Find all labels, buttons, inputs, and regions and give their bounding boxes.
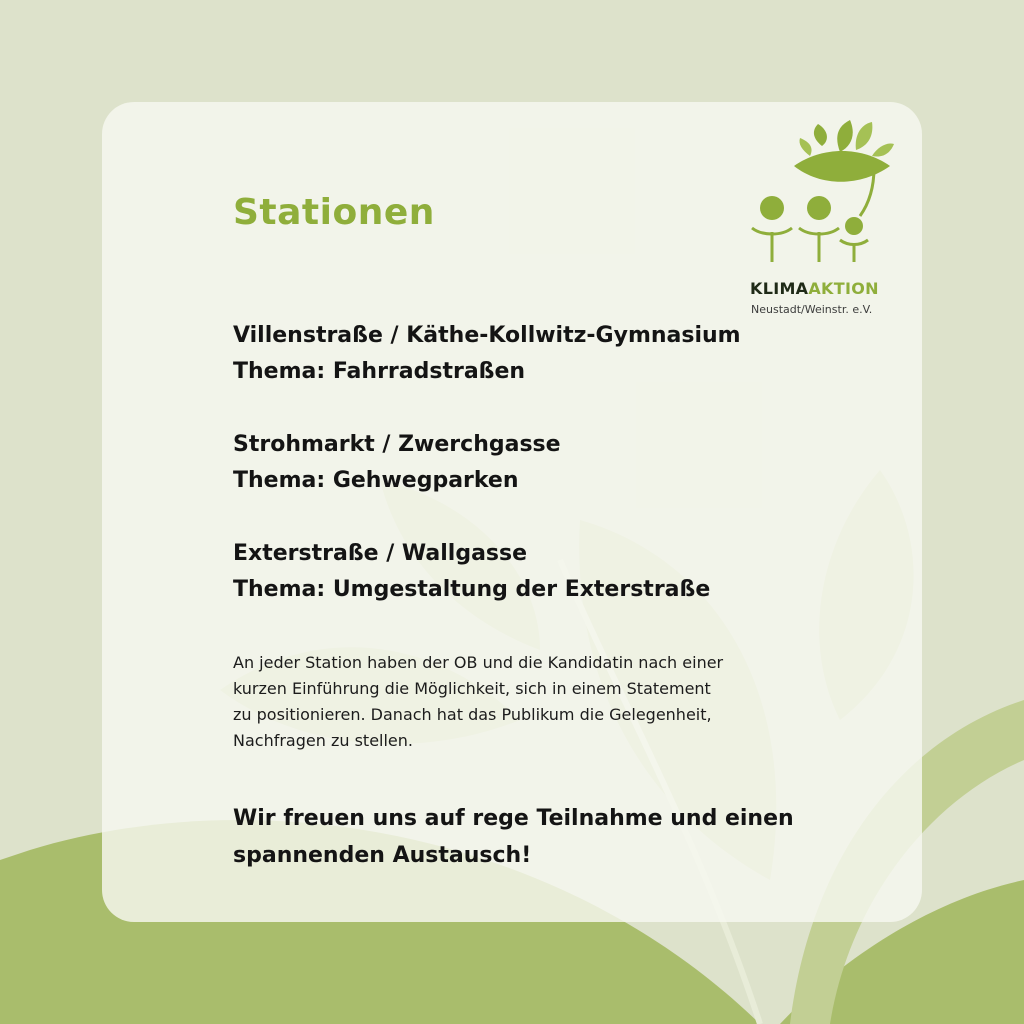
station-title: Exterstraße / Wallgasse: [233, 541, 528, 566]
station-title: Villenstraße / Käthe-Kollwitz-Gymnasium: [233, 323, 741, 348]
logo-subtitle: Neustadt/Weinstr. e.V.: [751, 303, 873, 316]
info-line: kurzen Einführung die Möglichkeit, sich in einem Statement: [233, 679, 711, 698]
station-item: [233, 536, 873, 608]
info-paragraph: [233, 650, 813, 754]
station-topic: Thema: Fahrradstraßen: [233, 359, 526, 384]
info-line: zu positionieren. Danach hat das Publikum die Gelegenheit,: [233, 705, 712, 724]
info-line: An jeder Station haben der OB und die Kandidatin nach einer: [233, 653, 724, 672]
info-line: Nachfragen zu stellen.: [233, 731, 413, 750]
station-topic: Thema: Gehwegparken: [233, 468, 519, 493]
closing-statement: [233, 800, 853, 874]
stations-list: [233, 318, 873, 645]
content-card: [102, 102, 922, 922]
station-item: [233, 427, 873, 499]
station-title: Strohmarkt / Zwerchgasse: [233, 432, 561, 457]
closing-line: Wir freuen uns auf rege Teilnahme und einen: [233, 806, 794, 831]
people-tree-logo-icon: [742, 116, 902, 278]
station-item: [233, 318, 873, 390]
station-topic: Thema: Umgestaltung der Exterstraße: [233, 577, 711, 602]
closing-line: spannenden Austausch!: [233, 843, 532, 868]
logo-name: KLIMAAKTION: [750, 279, 879, 298]
logo: [742, 116, 902, 316]
page-title: Stationen: [233, 192, 435, 233]
